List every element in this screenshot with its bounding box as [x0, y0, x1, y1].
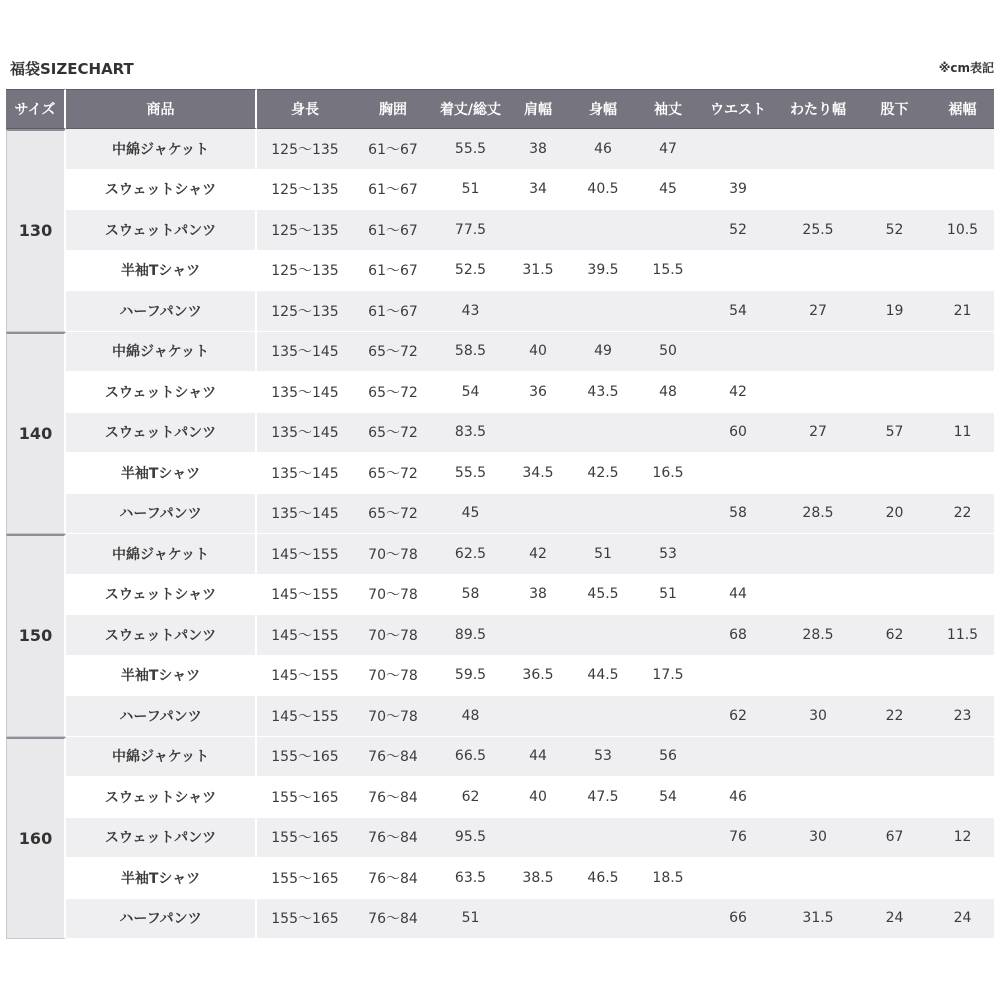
measurement-cell	[508, 696, 568, 737]
header-cell: 商品	[66, 89, 257, 129]
measurement-cell: 77.5	[433, 210, 508, 251]
measurement-cell	[568, 210, 638, 251]
table-row	[6, 858, 994, 899]
size-label: 140	[6, 332, 66, 535]
measurement-cell	[568, 291, 638, 332]
measurement-cell: 51	[568, 534, 638, 575]
measurement-cell: 27	[778, 291, 858, 332]
table-row	[6, 818, 994, 859]
measurement-cell	[931, 656, 994, 697]
item-name: スウェットパンツ	[66, 210, 257, 251]
measurement-cell: 135～145	[257, 372, 353, 413]
measurement-cell	[858, 251, 931, 292]
measurement-cell: 52	[858, 210, 931, 251]
item-name: 中綿ジャケット	[66, 737, 257, 778]
measurement-cell: 39	[698, 170, 778, 211]
measurement-cell	[568, 818, 638, 859]
measurement-cell	[698, 737, 778, 778]
measurement-cell: 76～84	[353, 777, 433, 818]
measurement-cell: 39.5	[568, 251, 638, 292]
measurement-cell: 36.5	[508, 656, 568, 697]
measurement-cell	[638, 291, 698, 332]
header-cell: わたり幅	[778, 89, 858, 129]
measurement-cell: 58	[433, 575, 508, 616]
measurement-cell: 48	[638, 372, 698, 413]
measurement-cell: 135～145	[257, 453, 353, 494]
measurement-cell	[698, 332, 778, 373]
measurement-cell: 70～78	[353, 575, 433, 616]
header-cell: ウエスト	[698, 89, 778, 129]
measurement-cell	[508, 291, 568, 332]
measurement-cell: 43	[433, 291, 508, 332]
measurement-cell: 145～155	[257, 656, 353, 697]
measurement-cell: 23	[931, 696, 994, 737]
measurement-cell	[508, 210, 568, 251]
measurement-cell: 70～78	[353, 656, 433, 697]
measurement-cell	[508, 413, 568, 454]
measurement-cell: 21	[931, 291, 994, 332]
table-row	[6, 534, 994, 575]
measurement-cell: 62.5	[433, 534, 508, 575]
measurement-cell: 10.5	[931, 210, 994, 251]
measurement-cell: 135～145	[257, 332, 353, 373]
measurement-cell	[568, 413, 638, 454]
measurement-cell	[778, 372, 858, 413]
measurement-cell: 42	[508, 534, 568, 575]
measurement-cell	[778, 656, 858, 697]
item-name: スウェットパンツ	[66, 615, 257, 656]
measurement-cell	[698, 656, 778, 697]
measurement-cell: 61～67	[353, 251, 433, 292]
chart-title: 福袋SIZECHART	[10, 60, 134, 78]
table-row	[6, 656, 994, 697]
table-row	[6, 615, 994, 656]
measurement-cell: 125～135	[257, 251, 353, 292]
measurement-cell: 28.5	[778, 615, 858, 656]
measurement-cell: 36	[508, 372, 568, 413]
measurement-cell: 20	[858, 494, 931, 535]
measurement-cell: 76～84	[353, 858, 433, 899]
measurement-cell: 27	[778, 413, 858, 454]
measurement-cell: 61～67	[353, 210, 433, 251]
header-cell: サイズ	[6, 89, 66, 129]
size-label: 160	[6, 737, 66, 940]
measurement-cell: 28.5	[778, 494, 858, 535]
measurement-cell	[698, 453, 778, 494]
measurement-cell: 46	[698, 777, 778, 818]
measurement-cell	[778, 170, 858, 211]
measurement-cell: 155～165	[257, 899, 353, 940]
measurement-cell: 68	[698, 615, 778, 656]
measurement-cell: 65～72	[353, 413, 433, 454]
measurement-cell: 42.5	[568, 453, 638, 494]
measurement-cell: 125～135	[257, 170, 353, 211]
size-label: 150	[6, 534, 66, 737]
measurement-cell: 135～145	[257, 413, 353, 454]
header-cell: 胸囲	[353, 89, 433, 129]
measurement-cell	[778, 534, 858, 575]
table-row	[6, 413, 994, 454]
measurement-cell: 65～72	[353, 372, 433, 413]
measurement-cell: 34	[508, 170, 568, 211]
table-row	[6, 777, 994, 818]
item-name: スウェットパンツ	[66, 413, 257, 454]
measurement-cell: 61～67	[353, 170, 433, 211]
table-body	[6, 129, 994, 939]
table-row	[6, 251, 994, 292]
measurement-cell	[638, 899, 698, 940]
measurement-cell	[858, 534, 931, 575]
measurement-cell: 38	[508, 575, 568, 616]
measurement-cell	[858, 858, 931, 899]
measurement-cell	[568, 899, 638, 940]
table-row	[6, 575, 994, 616]
measurement-cell	[508, 899, 568, 940]
measurement-cell: 42	[698, 372, 778, 413]
item-name: スウェットシャツ	[66, 575, 257, 616]
measurement-cell	[858, 656, 931, 697]
measurement-cell	[931, 575, 994, 616]
measurement-cell: 49	[568, 332, 638, 373]
measurement-cell	[778, 575, 858, 616]
measurement-cell: 40.5	[568, 170, 638, 211]
measurement-cell: 59.5	[433, 656, 508, 697]
item-name: スウェットシャツ	[66, 372, 257, 413]
measurement-cell: 51	[433, 899, 508, 940]
measurement-cell: 155～165	[257, 858, 353, 899]
measurement-cell: 62	[858, 615, 931, 656]
measurement-cell: 16.5	[638, 453, 698, 494]
measurement-cell: 24	[858, 899, 931, 940]
measurement-cell: 44	[698, 575, 778, 616]
measurement-cell	[568, 696, 638, 737]
measurement-cell: 45	[433, 494, 508, 535]
unit-note: ※cm表記	[938, 61, 994, 75]
measurement-cell: 155～165	[257, 777, 353, 818]
item-name: 半袖Tシャツ	[66, 858, 257, 899]
measurement-cell: 65～72	[353, 332, 433, 373]
measurement-cell: 11	[931, 413, 994, 454]
measurement-cell: 30	[778, 696, 858, 737]
measurement-cell: 56	[638, 737, 698, 778]
table-row	[6, 210, 994, 251]
measurement-cell: 40	[508, 332, 568, 373]
measurement-cell: 52.5	[433, 251, 508, 292]
measurement-cell	[858, 170, 931, 211]
item-name: ハーフパンツ	[66, 291, 257, 332]
item-name: ハーフパンツ	[66, 494, 257, 535]
measurement-cell: 57	[858, 413, 931, 454]
measurement-cell: 125～135	[257, 210, 353, 251]
measurement-cell	[638, 413, 698, 454]
measurement-cell	[931, 534, 994, 575]
measurement-cell	[858, 453, 931, 494]
measurement-cell: 145～155	[257, 615, 353, 656]
measurement-cell	[778, 737, 858, 778]
measurement-cell	[858, 777, 931, 818]
measurement-cell: 52	[698, 210, 778, 251]
header-cell: 袖丈	[638, 89, 698, 129]
header-cell: 身長	[257, 89, 353, 129]
measurement-cell: 95.5	[433, 818, 508, 859]
measurement-cell: 70～78	[353, 534, 433, 575]
table-row	[6, 696, 994, 737]
measurement-cell	[931, 453, 994, 494]
measurement-cell: 54	[698, 291, 778, 332]
measurement-cell	[931, 737, 994, 778]
measurement-cell	[778, 332, 858, 373]
measurement-cell	[931, 129, 994, 170]
measurement-cell	[568, 494, 638, 535]
item-name: 中綿ジャケット	[66, 534, 257, 575]
measurement-cell: 76～84	[353, 737, 433, 778]
measurement-cell: 155～165	[257, 737, 353, 778]
header-row	[6, 89, 994, 129]
measurement-cell: 45.5	[568, 575, 638, 616]
measurement-cell	[508, 818, 568, 859]
measurement-cell: 60	[698, 413, 778, 454]
measurement-cell: 54	[433, 372, 508, 413]
table-row	[6, 737, 994, 778]
measurement-cell: 12	[931, 818, 994, 859]
measurement-cell: 62	[433, 777, 508, 818]
measurement-cell	[508, 494, 568, 535]
table-row	[6, 494, 994, 535]
measurement-cell: 44.5	[568, 656, 638, 697]
header-cell: 肩幅	[508, 89, 568, 129]
measurement-cell	[698, 251, 778, 292]
measurement-cell	[698, 858, 778, 899]
table-row	[6, 372, 994, 413]
measurement-cell: 83.5	[433, 413, 508, 454]
measurement-cell	[858, 737, 931, 778]
measurement-cell: 58	[698, 494, 778, 535]
measurement-cell: 135～145	[257, 494, 353, 535]
measurement-cell: 125～135	[257, 291, 353, 332]
table-row	[6, 332, 994, 373]
measurement-cell: 51	[433, 170, 508, 211]
measurement-cell: 62	[698, 696, 778, 737]
measurement-cell: 30	[778, 818, 858, 859]
item-name: スウェットシャツ	[66, 777, 257, 818]
measurement-cell: 65～72	[353, 453, 433, 494]
measurement-cell: 55.5	[433, 453, 508, 494]
measurement-cell: 58.5	[433, 332, 508, 373]
measurement-cell	[931, 777, 994, 818]
measurement-cell: 76～84	[353, 818, 433, 859]
measurement-cell: 17.5	[638, 656, 698, 697]
measurement-cell: 89.5	[433, 615, 508, 656]
measurement-cell	[638, 615, 698, 656]
measurement-cell: 24	[931, 899, 994, 940]
measurement-cell: 47.5	[568, 777, 638, 818]
measurement-cell	[931, 332, 994, 373]
measurement-cell: 67	[858, 818, 931, 859]
measurement-cell: 76～84	[353, 899, 433, 940]
measurement-cell	[858, 129, 931, 170]
measurement-cell: 15.5	[638, 251, 698, 292]
measurement-cell	[568, 615, 638, 656]
measurement-cell	[698, 534, 778, 575]
measurement-cell: 47	[638, 129, 698, 170]
measurement-cell: 155～165	[257, 818, 353, 859]
measurement-cell: 61～67	[353, 291, 433, 332]
measurement-cell: 44	[508, 737, 568, 778]
measurement-cell: 76	[698, 818, 778, 859]
size-label: 130	[6, 129, 66, 332]
item-name: 中綿ジャケット	[66, 332, 257, 373]
measurement-cell: 34.5	[508, 453, 568, 494]
measurement-cell	[931, 858, 994, 899]
measurement-cell	[778, 251, 858, 292]
measurement-cell: 145～155	[257, 575, 353, 616]
item-name: 半袖Tシャツ	[66, 656, 257, 697]
measurement-cell: 70～78	[353, 615, 433, 656]
measurement-cell: 66.5	[433, 737, 508, 778]
table-row	[6, 453, 994, 494]
table-row	[6, 129, 994, 170]
measurement-cell	[778, 129, 858, 170]
item-name: ハーフパンツ	[66, 899, 257, 940]
measurement-cell: 40	[508, 777, 568, 818]
measurement-cell: 11.5	[931, 615, 994, 656]
table-row	[6, 170, 994, 211]
measurement-cell: 45	[638, 170, 698, 211]
measurement-cell	[638, 210, 698, 251]
measurement-cell: 48	[433, 696, 508, 737]
measurement-cell: 61～67	[353, 129, 433, 170]
measurement-cell	[508, 615, 568, 656]
measurement-cell: 70～78	[353, 696, 433, 737]
measurement-cell: 22	[931, 494, 994, 535]
header-cell: 着丈/総丈	[433, 89, 508, 129]
measurement-cell	[778, 777, 858, 818]
item-name: スウェットパンツ	[66, 818, 257, 859]
measurement-cell: 19	[858, 291, 931, 332]
size-chart-table	[6, 89, 994, 939]
measurement-cell: 54	[638, 777, 698, 818]
measurement-cell: 43.5	[568, 372, 638, 413]
measurement-cell: 38.5	[508, 858, 568, 899]
measurement-cell	[638, 494, 698, 535]
measurement-cell	[858, 575, 931, 616]
measurement-cell: 22	[858, 696, 931, 737]
table-row	[6, 899, 994, 940]
measurement-cell: 46.5	[568, 858, 638, 899]
measurement-cell	[638, 696, 698, 737]
measurement-cell: 65～72	[353, 494, 433, 535]
header-cell: 股下	[858, 89, 931, 129]
measurement-cell	[698, 129, 778, 170]
item-name: 半袖Tシャツ	[66, 251, 257, 292]
measurement-cell: 31.5	[508, 251, 568, 292]
header-cell: 身幅	[568, 89, 638, 129]
measurement-cell: 18.5	[638, 858, 698, 899]
measurement-cell	[778, 453, 858, 494]
table-row	[6, 291, 994, 332]
header-cell: 裾幅	[931, 89, 994, 129]
measurement-cell	[931, 372, 994, 413]
item-name: 中綿ジャケット	[66, 129, 257, 170]
measurement-cell: 66	[698, 899, 778, 940]
measurement-cell: 53	[638, 534, 698, 575]
measurement-cell	[638, 818, 698, 859]
measurement-cell: 63.5	[433, 858, 508, 899]
item-name: スウェットシャツ	[66, 170, 257, 211]
measurement-cell: 55.5	[433, 129, 508, 170]
measurement-cell: 51	[638, 575, 698, 616]
item-name: 半袖Tシャツ	[66, 453, 257, 494]
measurement-cell	[931, 170, 994, 211]
measurement-cell: 38	[508, 129, 568, 170]
measurement-cell: 46	[568, 129, 638, 170]
measurement-cell	[858, 332, 931, 373]
measurement-cell: 145～155	[257, 534, 353, 575]
measurement-cell: 31.5	[778, 899, 858, 940]
measurement-cell: 53	[568, 737, 638, 778]
measurement-cell: 50	[638, 332, 698, 373]
measurement-cell	[858, 372, 931, 413]
item-name: ハーフパンツ	[66, 696, 257, 737]
measurement-cell: 145～155	[257, 696, 353, 737]
measurement-cell	[778, 858, 858, 899]
measurement-cell: 25.5	[778, 210, 858, 251]
measurement-cell: 125～135	[257, 129, 353, 170]
measurement-cell	[931, 251, 994, 292]
